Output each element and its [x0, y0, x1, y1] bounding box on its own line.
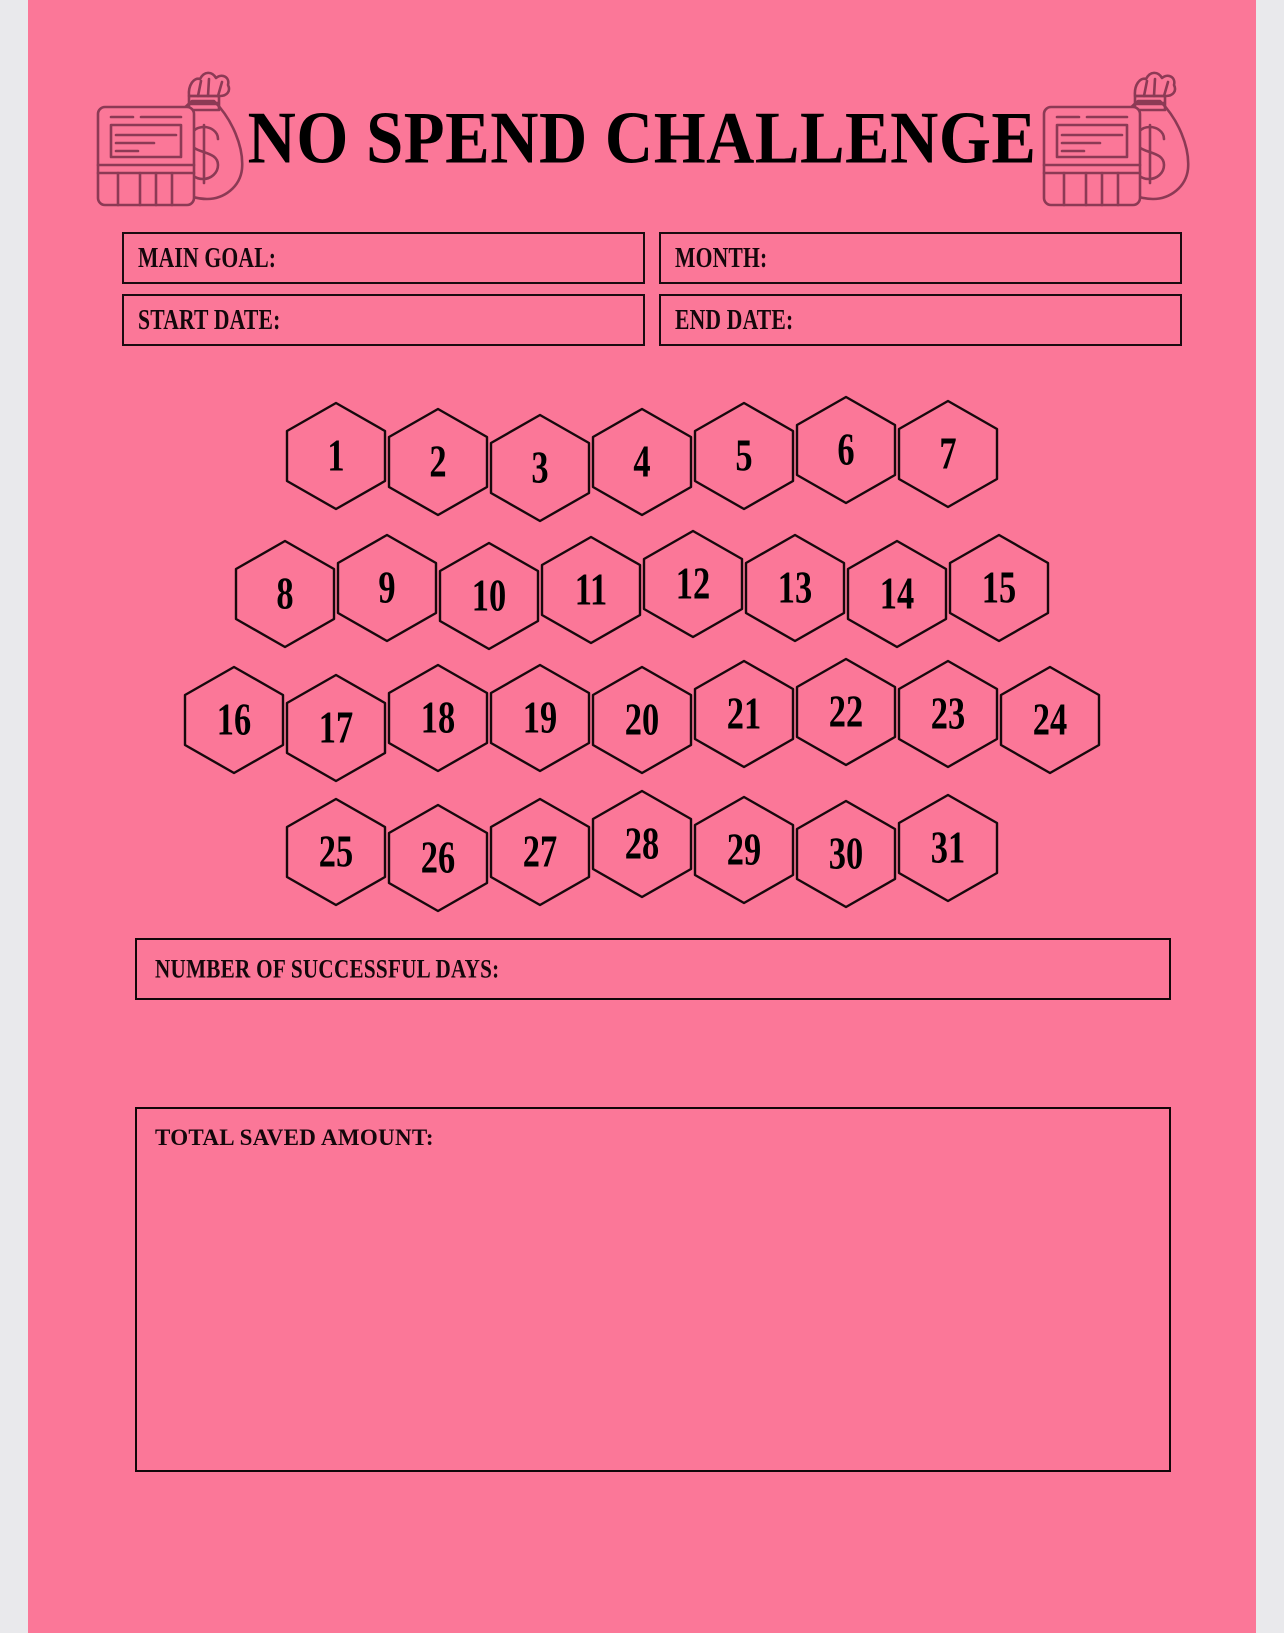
page-title: NO SPEND CHALLENGE [247, 96, 1037, 179]
hexagon-icon [692, 400, 796, 512]
field-row-2 [122, 294, 1182, 346]
day-hexagon-23[interactable] [896, 658, 1000, 770]
hexagon-icon [794, 394, 898, 506]
day-hexagon-10[interactable] [437, 540, 541, 652]
day-number: 27 [522, 826, 558, 878]
main-goal-field[interactable] [122, 232, 645, 284]
day-number: 4 [633, 436, 651, 488]
day-number: 8 [276, 568, 294, 620]
day-hexagon-14[interactable] [845, 538, 949, 650]
hexagon-icon [692, 794, 796, 906]
day-hexagon-25[interactable] [284, 796, 388, 908]
day-hexagon-21[interactable] [692, 658, 796, 770]
day-hexagon-12[interactable] [641, 528, 745, 640]
successful-days-box[interactable] [135, 938, 1171, 1000]
day-row-2 [28, 530, 1256, 642]
day-number: 2 [429, 436, 447, 488]
day-hexagon-22[interactable] [794, 656, 898, 768]
hexagon-icon [386, 802, 490, 914]
day-hexagon-16[interactable] [182, 664, 286, 776]
day-hexagon-19[interactable] [488, 662, 592, 774]
page-header [28, 62, 1256, 214]
end-date-label: END DATE: [675, 303, 794, 335]
day-number: 16 [216, 694, 252, 746]
day-hexagon-30[interactable] [794, 798, 898, 910]
hexagon-icon [386, 662, 490, 774]
hexagon-icon [641, 528, 745, 640]
day-row-4 [28, 790, 1256, 902]
day-tracker-grid [28, 392, 1256, 902]
field-row-1 [122, 232, 1182, 284]
hexagon-icon [947, 532, 1051, 644]
hexagon-icon [335, 532, 439, 644]
hexagon-icon [386, 406, 490, 518]
day-hexagon-1[interactable] [284, 400, 388, 512]
hexagon-icon [692, 658, 796, 770]
hexagon-icon [590, 406, 694, 518]
day-hexagon-15[interactable] [947, 532, 1051, 644]
end-date-field[interactable] [659, 294, 1182, 346]
day-hexagon-6[interactable] [794, 394, 898, 506]
form-fields [122, 232, 1182, 356]
month-field[interactable] [659, 232, 1182, 284]
hexagon-icon [233, 538, 337, 650]
hexagon-icon [845, 538, 949, 650]
day-number: 28 [624, 818, 660, 870]
hexagon-icon [182, 664, 286, 776]
day-row-1 [28, 400, 1256, 512]
day-number: 1 [327, 430, 345, 482]
day-number: 23 [930, 688, 966, 740]
day-row-3 [28, 660, 1256, 772]
day-number: 26 [420, 832, 456, 884]
day-number: 31 [930, 822, 966, 874]
day-number: 21 [726, 688, 762, 740]
day-hexagon-31[interactable] [896, 792, 1000, 904]
day-hexagon-4[interactable] [590, 406, 694, 518]
hexagon-icon [284, 796, 388, 908]
month-label: MONTH: [675, 241, 768, 273]
day-hexagon-7[interactable] [896, 398, 1000, 510]
day-number: 17 [318, 702, 354, 754]
day-hexagon-27[interactable] [488, 796, 592, 908]
day-number: 11 [574, 564, 608, 616]
day-number: 5 [735, 430, 753, 482]
hexagon-icon [590, 664, 694, 776]
day-hexagon-17[interactable] [284, 672, 388, 784]
hexagon-icon [896, 792, 1000, 904]
day-number: 13 [777, 562, 813, 614]
day-hexagon-18[interactable] [386, 662, 490, 774]
day-hexagon-2[interactable] [386, 406, 490, 518]
day-number: 6 [837, 424, 855, 476]
day-number: 14 [879, 568, 915, 620]
day-hexagon-20[interactable] [590, 664, 694, 776]
start-date-label: START DATE: [138, 303, 281, 335]
hexagon-icon [794, 656, 898, 768]
day-number: 25 [318, 826, 354, 878]
day-hexagon-13[interactable] [743, 532, 847, 644]
hexagon-icon [539, 534, 643, 646]
main-goal-label: MAIN GOAL: [138, 241, 277, 273]
hexagon-icon [896, 658, 1000, 770]
day-hexagon-5[interactable] [692, 400, 796, 512]
hexagon-icon [590, 788, 694, 900]
day-number: 24 [1032, 694, 1068, 746]
day-number: 22 [828, 686, 864, 738]
day-number: 20 [624, 694, 660, 746]
day-number: 29 [726, 824, 762, 876]
hexagon-icon [437, 540, 541, 652]
hexagon-icon [743, 532, 847, 644]
worksheet-page [28, 0, 1256, 1633]
hexagon-icon [284, 672, 388, 784]
hexagon-icon [998, 664, 1102, 776]
day-number: 12 [675, 558, 711, 610]
hexagon-icon [488, 796, 592, 908]
day-hexagon-24[interactable] [998, 664, 1102, 776]
day-hexagon-29[interactable] [692, 794, 796, 906]
day-number: 18 [420, 692, 456, 744]
day-hexagon-8[interactable] [233, 538, 337, 650]
day-number: 15 [981, 562, 1017, 614]
day-number: 9 [378, 562, 396, 614]
day-number: 10 [471, 570, 507, 622]
day-hexagon-9[interactable] [335, 532, 439, 644]
successful-days-label: NUMBER OF SUCCESSFUL DAYS: [155, 953, 500, 984]
total-saved-label: TOTAL SAVED AMOUNT: [155, 1125, 434, 1150]
day-hexagon-26[interactable] [386, 802, 490, 914]
day-hexagon-3[interactable] [488, 412, 592, 524]
day-hexagon-28[interactable] [590, 788, 694, 900]
hexagon-icon [896, 398, 1000, 510]
hexagon-icon [794, 798, 898, 910]
day-number: 30 [828, 828, 864, 880]
hexagon-icon [284, 400, 388, 512]
day-number: 7 [939, 428, 957, 480]
hexagon-icon [488, 412, 592, 524]
total-saved-box[interactable] [135, 1107, 1171, 1472]
day-number: 3 [531, 442, 549, 494]
hexagon-icon [488, 662, 592, 774]
day-number: 19 [522, 692, 558, 744]
start-date-field[interactable] [122, 294, 645, 346]
day-hexagon-11[interactable] [539, 534, 643, 646]
